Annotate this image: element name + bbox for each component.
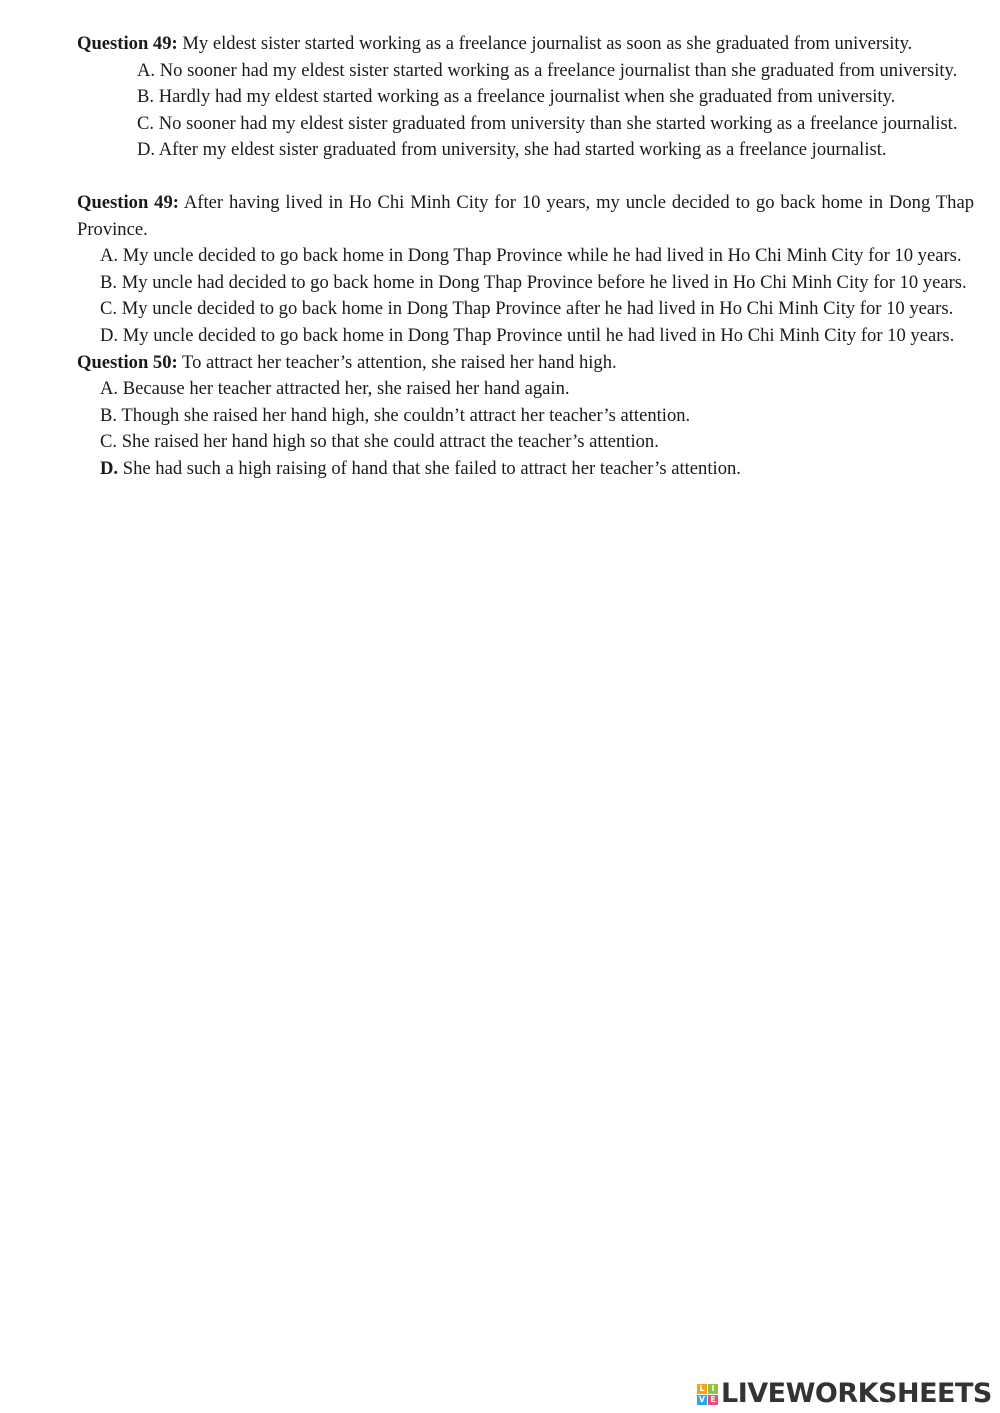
- question-text: To attract her teacher’s attention, she raised her hand high.: [177, 351, 617, 373]
- answer-option: [77, 403, 974, 430]
- answer-option: [77, 296, 974, 323]
- answer-option: [77, 84, 974, 111]
- option-text: She had such a high raising of hand that she failed to attract her teacher’s attention.: [118, 457, 741, 479]
- question-label: Question 49:: [77, 33, 178, 54]
- option-letter: B.: [100, 404, 118, 426]
- logo-mark-cell: E: [708, 1395, 718, 1405]
- option-letter: D.: [137, 139, 156, 161]
- option-text: Hardly had my eldest started working as a freelance journalist when she graduated from university.: [154, 86, 896, 108]
- option-text: She raised her hand high so that she could attract the teacher’s attention.: [117, 431, 659, 453]
- question-stem: [77, 31, 974, 58]
- answer-option: [77, 58, 974, 85]
- question-stem: [77, 190, 974, 243]
- option-text: My uncle decided to go back home in Dong Thap Province until he had lived in Ho Chi Minh City for 10 years.: [118, 324, 955, 346]
- logo-mark-cell: L: [697, 1384, 707, 1394]
- option-letter: C.: [100, 298, 118, 320]
- option-letter: D.: [100, 324, 119, 346]
- answer-option: [77, 429, 974, 456]
- option-text: My uncle decided to go back home in Dong Thap Province while he had lived in Ho Chi Minh City for 10 years.: [118, 245, 962, 267]
- option-text: Though she raised her hand high, she couldn’t attract her teacher’s attention.: [117, 404, 691, 426]
- option-text: My uncle decided to go back home in Dong Thap Province after he had lived in Ho Chi Minh City for 10 years.: [117, 298, 954, 320]
- worksheet-page: [77, 31, 974, 483]
- logo-mark-icon: [697, 1384, 718, 1405]
- logo-mark-cell: I: [708, 1384, 718, 1394]
- answer-option: [77, 270, 974, 297]
- question-label: Question 49:: [77, 191, 179, 213]
- answer-option: [77, 243, 974, 270]
- answer-option: [77, 456, 974, 483]
- logo-mark-cell: V: [698, 1394, 706, 1404]
- option-text: After my eldest sister graduated from university, she had started working as a freelance journalist.: [155, 139, 887, 161]
- question-text: After having lived in Ho Chi Minh City for 10 years, my uncle decided to go back home in Dong Thap Province.: [77, 191, 974, 240]
- option-letter: D.: [100, 457, 119, 479]
- option-letter: A.: [100, 245, 119, 267]
- option-letter: C.: [137, 112, 155, 134]
- option-text: No sooner had my eldest sister graduated from university than she started working as a freelance journalist.: [154, 112, 958, 134]
- option-text: My uncle had decided to go back home in Dong Thap Province before he lived in Ho Chi Minh City for 10 years.: [117, 271, 967, 293]
- liveworksheets-logo: [697, 1378, 992, 1410]
- answer-option: [77, 376, 974, 403]
- option-letter: B.: [137, 86, 155, 108]
- option-letter: A.: [137, 59, 156, 81]
- logo-text: LIVEWORKSHEETS: [721, 1378, 992, 1409]
- option-letter: C.: [100, 431, 118, 453]
- answer-option: [77, 137, 974, 164]
- question-block: [77, 350, 974, 483]
- option-letter: A.: [100, 378, 119, 400]
- answer-option: [77, 323, 974, 350]
- option-letter: B.: [100, 271, 118, 293]
- question-label: Question 50:: [77, 351, 178, 373]
- answer-option: [77, 111, 974, 138]
- question-stem: [77, 350, 974, 377]
- option-text: No sooner had my eldest sister started working as a freelance journalist than she graduated from university.: [155, 59, 958, 81]
- question-block: [77, 190, 974, 350]
- option-text: Because her teacher attracted her, she raised her hand again.: [118, 378, 570, 400]
- question-text: My eldest sister started working as a freelance journalist as soon as she graduated from university.: [177, 33, 913, 54]
- question-block: [77, 31, 974, 164]
